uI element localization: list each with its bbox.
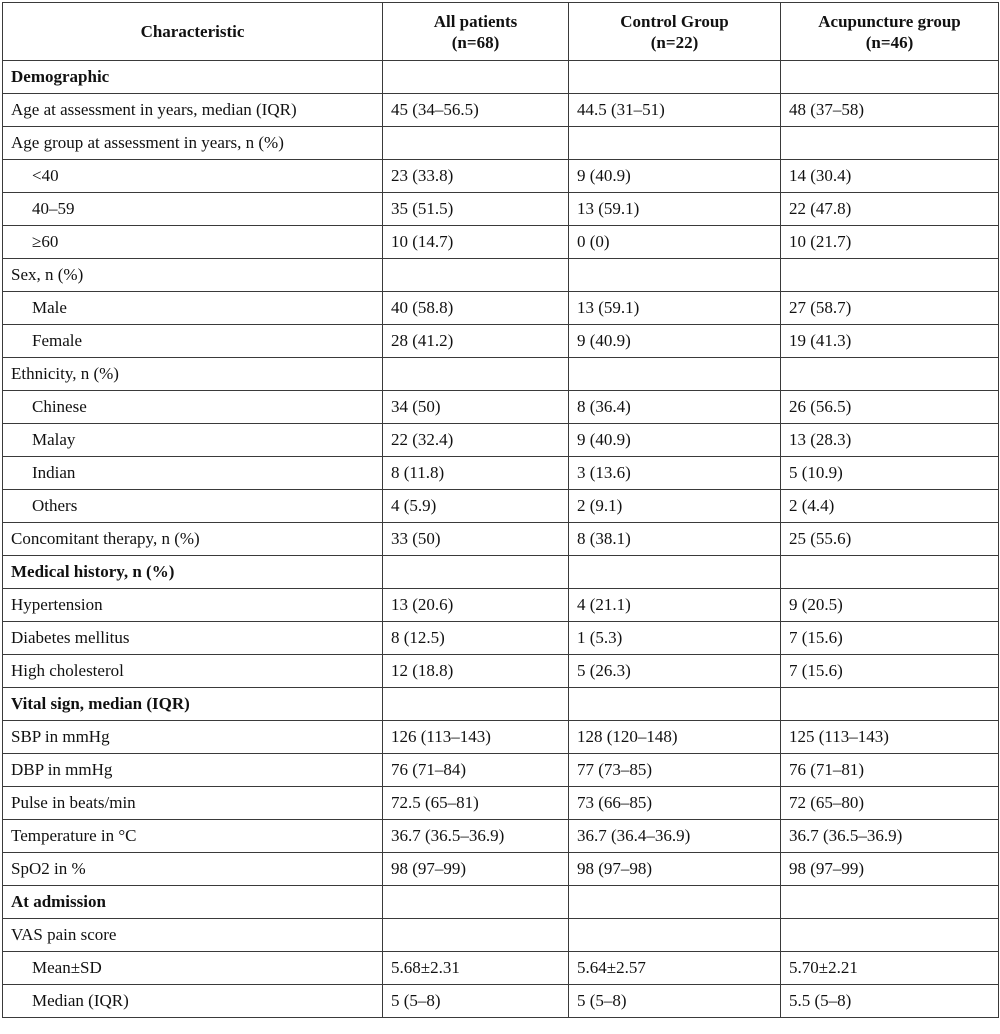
all-patients-cell: 10 (14.7) <box>383 226 569 259</box>
table-body <box>3 61 999 1018</box>
row-label-cell: VAS pain score <box>3 919 383 952</box>
control-group-cell: 98 (97–98) <box>569 853 781 886</box>
header-control-group-n: (n=22) <box>650 32 699 52</box>
control-group-cell: 0 (0) <box>569 226 781 259</box>
row-label-cell: ≥60 <box>3 226 383 259</box>
acupuncture-group-cell: 10 (21.7) <box>781 226 999 259</box>
all-patients-cell: 33 (50) <box>383 523 569 556</box>
control-group-cell: 5.64±2.57 <box>569 952 781 985</box>
header-control-group <box>569 3 781 61</box>
all-patients-cell: 76 (71–84) <box>383 754 569 787</box>
all-patients-cell: 5 (5–8) <box>383 985 569 1018</box>
table-row <box>3 655 999 688</box>
acupuncture-group-cell <box>781 127 999 160</box>
row-label-cell: Temperature in °C <box>3 820 383 853</box>
row-label-cell: Diabetes mellitus <box>3 622 383 655</box>
row-label-cell: Malay <box>3 424 383 457</box>
table-row <box>3 556 999 589</box>
table-row <box>3 721 999 754</box>
all-patients-cell: 45 (34–56.5) <box>383 94 569 127</box>
table-row <box>3 358 999 391</box>
row-label-cell: Sex, n (%) <box>3 259 383 292</box>
row-label-cell: 40–59 <box>3 193 383 226</box>
header-characteristic <box>3 3 383 61</box>
row-label-cell: Median (IQR) <box>3 985 383 1018</box>
header-acupuncture-group-n: (n=46) <box>865 32 914 52</box>
table-row <box>3 457 999 490</box>
row-label-cell: Pulse in beats/min <box>3 787 383 820</box>
table-row <box>3 853 999 886</box>
table-row <box>3 94 999 127</box>
acupuncture-group-cell: 125 (113–143) <box>781 721 999 754</box>
table-row <box>3 160 999 193</box>
table-row <box>3 325 999 358</box>
characteristics-table <box>2 2 999 1018</box>
acupuncture-group-cell: 5.70±2.21 <box>781 952 999 985</box>
control-group-cell: 5 (5–8) <box>569 985 781 1018</box>
acupuncture-group-cell: 26 (56.5) <box>781 391 999 424</box>
acupuncture-group-cell <box>781 358 999 391</box>
table-row <box>3 391 999 424</box>
acupuncture-group-cell <box>781 556 999 589</box>
table-row <box>3 424 999 457</box>
control-group-cell: 13 (59.1) <box>569 193 781 226</box>
table-row <box>3 61 999 94</box>
header-acupuncture-group <box>781 3 999 61</box>
all-patients-cell <box>383 127 569 160</box>
row-label-cell: SBP in mmHg <box>3 721 383 754</box>
row-label-cell: High cholesterol <box>3 655 383 688</box>
acupuncture-group-cell: 76 (71–81) <box>781 754 999 787</box>
table-row <box>3 985 999 1018</box>
all-patients-cell: 22 (32.4) <box>383 424 569 457</box>
control-group-cell: 44.5 (31–51) <box>569 94 781 127</box>
table-row <box>3 820 999 853</box>
control-group-cell: 9 (40.9) <box>569 424 781 457</box>
control-group-cell: 9 (40.9) <box>569 325 781 358</box>
all-patients-cell: 8 (11.8) <box>383 457 569 490</box>
acupuncture-group-cell <box>781 886 999 919</box>
all-patients-cell: 35 (51.5) <box>383 193 569 226</box>
header-row <box>3 3 999 61</box>
control-group-cell: 13 (59.1) <box>569 292 781 325</box>
table-row <box>3 193 999 226</box>
all-patients-cell <box>383 688 569 721</box>
control-group-cell: 5 (26.3) <box>569 655 781 688</box>
row-label-cell: Medical history, n (%) <box>3 556 383 589</box>
control-group-cell <box>569 886 781 919</box>
all-patients-cell <box>383 61 569 94</box>
table-row <box>3 292 999 325</box>
all-patients-cell: 4 (5.9) <box>383 490 569 523</box>
all-patients-cell: 40 (58.8) <box>383 292 569 325</box>
all-patients-cell: 12 (18.8) <box>383 655 569 688</box>
all-patients-cell: 8 (12.5) <box>383 622 569 655</box>
acupuncture-group-cell: 14 (30.4) <box>781 160 999 193</box>
all-patients-cell: 72.5 (65–81) <box>383 787 569 820</box>
all-patients-cell: 28 (41.2) <box>383 325 569 358</box>
acupuncture-group-cell: 19 (41.3) <box>781 325 999 358</box>
table-row <box>3 688 999 721</box>
control-group-cell: 8 (38.1) <box>569 523 781 556</box>
all-patients-cell: 23 (33.8) <box>383 160 569 193</box>
row-label-cell: DBP in mmHg <box>3 754 383 787</box>
header-all-patients-n: (n=68) <box>451 32 500 52</box>
row-label-cell: Indian <box>3 457 383 490</box>
acupuncture-group-cell: 5 (10.9) <box>781 457 999 490</box>
table-row <box>3 127 999 160</box>
table-row <box>3 754 999 787</box>
table-row <box>3 886 999 919</box>
all-patients-cell <box>383 259 569 292</box>
row-label-cell: Mean±SD <box>3 952 383 985</box>
control-group-cell: 1 (5.3) <box>569 622 781 655</box>
table-row <box>3 226 999 259</box>
row-label-cell: Ethnicity, n (%) <box>3 358 383 391</box>
table-row <box>3 589 999 622</box>
all-patients-cell <box>383 886 569 919</box>
all-patients-cell: 36.7 (36.5–36.9) <box>383 820 569 853</box>
control-group-cell <box>569 556 781 589</box>
acupuncture-group-cell <box>781 688 999 721</box>
table-row <box>3 259 999 292</box>
control-group-cell: 4 (21.1) <box>569 589 781 622</box>
header-all-patients <box>383 3 569 61</box>
control-group-cell <box>569 688 781 721</box>
control-group-cell: 9 (40.9) <box>569 160 781 193</box>
all-patients-cell: 98 (97–99) <box>383 853 569 886</box>
acupuncture-group-cell <box>781 919 999 952</box>
row-label-cell: Male <box>3 292 383 325</box>
row-label-cell: At admission <box>3 886 383 919</box>
all-patients-cell <box>383 358 569 391</box>
row-label-cell: Demographic <box>3 61 383 94</box>
header-characteristic-label: Characteristic <box>140 22 245 41</box>
acupuncture-group-cell: 7 (15.6) <box>781 622 999 655</box>
control-group-cell: 73 (66–85) <box>569 787 781 820</box>
control-group-cell <box>569 259 781 292</box>
row-label-cell: Concomitant therapy, n (%) <box>3 523 383 556</box>
control-group-cell: 8 (36.4) <box>569 391 781 424</box>
control-group-cell: 77 (73–85) <box>569 754 781 787</box>
control-group-cell <box>569 919 781 952</box>
acupuncture-group-cell: 36.7 (36.5–36.9) <box>781 820 999 853</box>
row-label-cell: Hypertension <box>3 589 383 622</box>
header-acupuncture-group-label: Acupuncture group <box>818 11 961 31</box>
acupuncture-group-cell: 5.5 (5–8) <box>781 985 999 1018</box>
control-group-cell <box>569 358 781 391</box>
table-row <box>3 952 999 985</box>
table-row <box>3 622 999 655</box>
control-group-cell: 3 (13.6) <box>569 457 781 490</box>
table-row <box>3 787 999 820</box>
acupuncture-group-cell: 25 (55.6) <box>781 523 999 556</box>
all-patients-cell: 126 (113–143) <box>383 721 569 754</box>
table-header <box>3 3 999 61</box>
all-patients-cell <box>383 556 569 589</box>
control-group-cell: 36.7 (36.4–36.9) <box>569 820 781 853</box>
control-group-cell: 128 (120–148) <box>569 721 781 754</box>
row-label-cell: Age at assessment in years, median (IQR) <box>3 94 383 127</box>
acupuncture-group-cell: 98 (97–99) <box>781 853 999 886</box>
table-row <box>3 919 999 952</box>
acupuncture-group-cell: 13 (28.3) <box>781 424 999 457</box>
acupuncture-group-cell: 2 (4.4) <box>781 490 999 523</box>
row-label-cell: SpO2 in % <box>3 853 383 886</box>
all-patients-cell: 13 (20.6) <box>383 589 569 622</box>
table-row <box>3 523 999 556</box>
control-group-cell <box>569 61 781 94</box>
row-label-cell: Chinese <box>3 391 383 424</box>
row-label-cell: Female <box>3 325 383 358</box>
all-patients-cell: 5.68±2.31 <box>383 952 569 985</box>
row-label-cell: <40 <box>3 160 383 193</box>
acupuncture-group-cell <box>781 259 999 292</box>
acupuncture-group-cell: 7 (15.6) <box>781 655 999 688</box>
acupuncture-group-cell <box>781 61 999 94</box>
acupuncture-group-cell: 48 (37–58) <box>781 94 999 127</box>
acupuncture-group-cell: 27 (58.7) <box>781 292 999 325</box>
header-all-patients-label: All patients <box>433 11 518 31</box>
row-label-cell: Age group at assessment in years, n (%) <box>3 127 383 160</box>
header-control-group-label: Control Group <box>620 11 729 31</box>
acupuncture-group-cell: 9 (20.5) <box>781 589 999 622</box>
all-patients-cell: 34 (50) <box>383 391 569 424</box>
row-label-cell: Vital sign, median (IQR) <box>3 688 383 721</box>
control-group-cell: 2 (9.1) <box>569 490 781 523</box>
table-row <box>3 490 999 523</box>
control-group-cell <box>569 127 781 160</box>
acupuncture-group-cell: 22 (47.8) <box>781 193 999 226</box>
row-label-cell: Others <box>3 490 383 523</box>
all-patients-cell <box>383 919 569 952</box>
acupuncture-group-cell: 72 (65–80) <box>781 787 999 820</box>
